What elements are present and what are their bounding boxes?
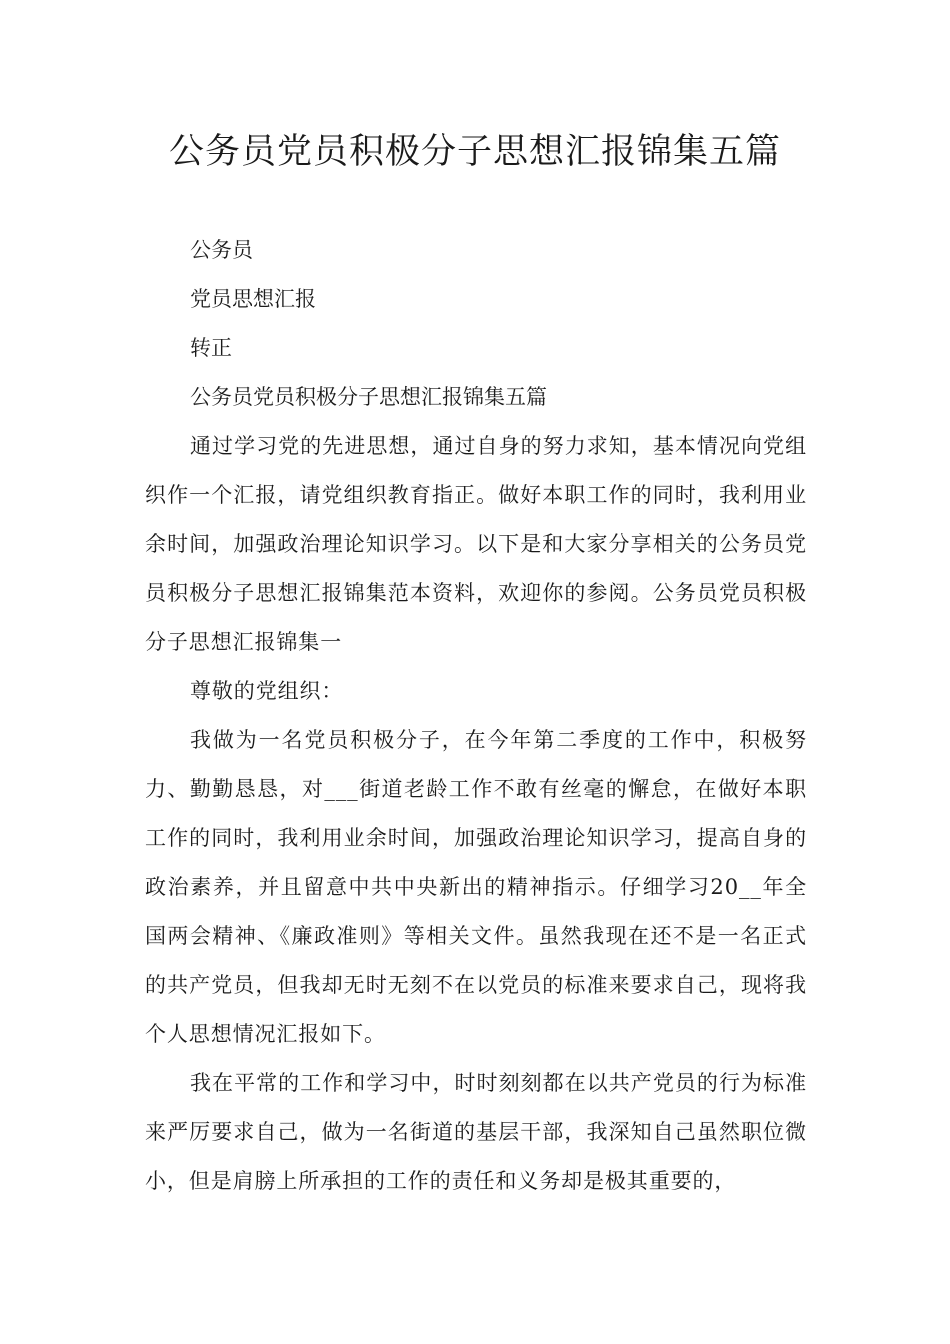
body-paragraph: 我在平常的工作和学习中，时时刻刻都在以共产党员的行为标准来严厉要求自己，做为一名街道的基层干部，我深知自己虽然职位微小，但是肩膀上所承担的工作的责任和义务却是极其重要的，	[145, 1071, 807, 1193]
keyword-line: 公务员	[190, 238, 253, 262]
document-body	[145, 226, 807, 1206]
intro-paragraph: 通过学习党的先进思想，通过自身的努力求知，基本情况向党组织作一个汇报，请党组织教育指正。做好本职工作的同时，我利用业余时间，加强政治理论知识学习。以下是和大家分享相关的公务员党员积极分子思想汇报锦集范本资料，欢迎你的参阅。公务员党员积极分子思想汇报锦集一	[145, 434, 807, 654]
body-paragraph: 我做为一名党员积极分子，在今年第二季度的工作中，积极努力、勤勤恳恳，对___街道老龄工作不敢有丝毫的懈怠，在做好本职工作的同时，我利用业余时间，加强政治理论知识学习，提高自身的政治素养，并且留意中共中央新出的精神指示。仔细学习20__年全国两会精神、《廉政准则》等相关文件。虽然我现在还不是一名正式的共产党员，但我却无时无刻不在以党员的标准来要求自己，现将我个人思想情况汇报如下。	[145, 728, 807, 1046]
document-title: 公务员党员积极分子思想汇报锦集五篇	[168, 132, 781, 172]
keyword-line: 转正	[190, 336, 232, 360]
salutation: 尊敬的党组织：	[190, 679, 344, 703]
keyword-line: 公务员党员积极分子思想汇报锦集五篇	[190, 385, 547, 409]
keyword-line: 党员思想汇报	[190, 287, 316, 311]
